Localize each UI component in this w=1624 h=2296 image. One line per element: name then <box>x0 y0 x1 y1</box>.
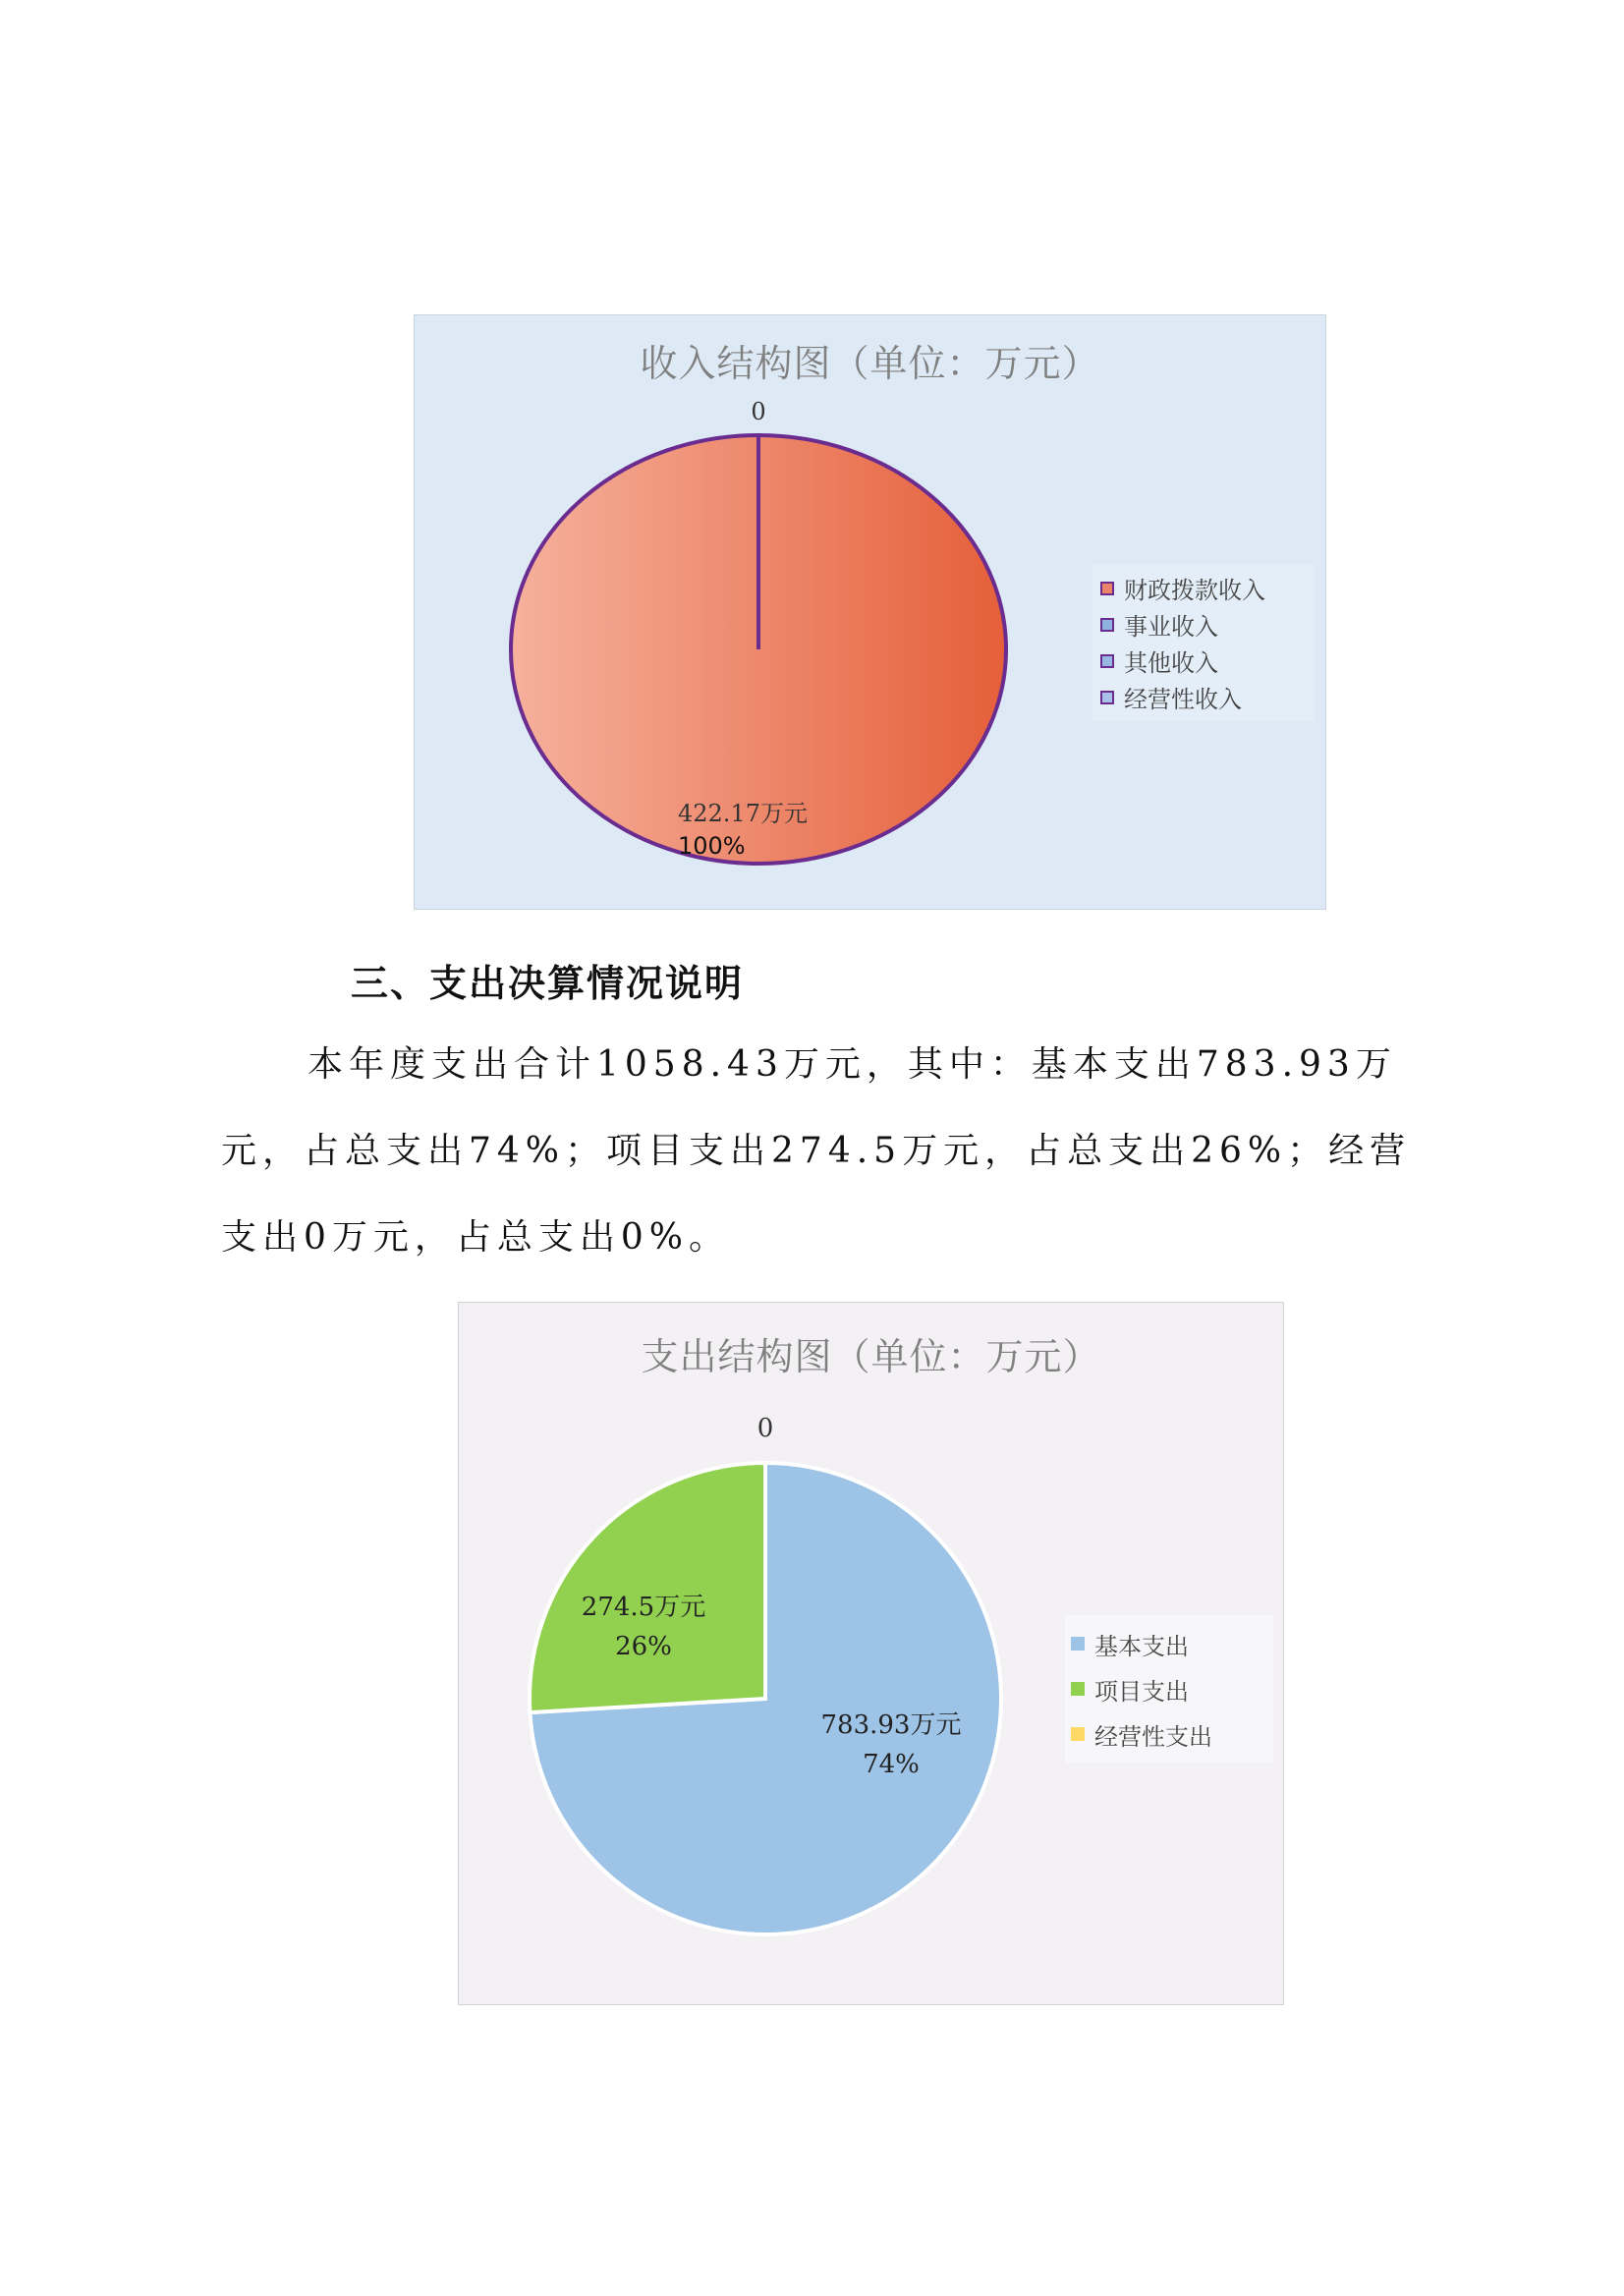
expense-zero-label: 0 <box>756 1414 774 1443</box>
income-value-label: 422.17万元 <box>678 800 808 827</box>
income-legend-label: 其他收入 <box>1124 649 1218 677</box>
income-zero-label: 0 <box>751 398 766 425</box>
income-legend-item <box>1100 643 1307 679</box>
income-legend-swatch <box>1100 582 1114 595</box>
income-legend-label: 事业收入 <box>1124 613 1218 641</box>
income-legend-swatch <box>1100 654 1114 668</box>
expense-legend-item <box>1071 1621 1267 1666</box>
income-pct-label: 100% <box>678 832 746 860</box>
income-legend-item <box>1100 570 1307 606</box>
basic-pct-label: 74% <box>863 1750 920 1779</box>
expense-legend-label: 经营性支出 <box>1094 1722 1212 1751</box>
income-legend-label: 经营性收入 <box>1124 686 1242 713</box>
expense-legend <box>1065 1615 1273 1763</box>
project-pct-label: 26% <box>615 1632 672 1661</box>
expense-legend-swatch <box>1071 1727 1085 1741</box>
expense-legend-label: 基本支出 <box>1094 1632 1189 1660</box>
income-legend-swatch <box>1100 618 1114 632</box>
section-heading: 三、支出决算情况说明 <box>351 962 745 1005</box>
income-chart-title: 收入结构图（单位：万元） <box>640 342 1100 385</box>
expense-legend-swatch <box>1071 1682 1085 1696</box>
income-legend-item <box>1100 679 1307 715</box>
basic-value-label: 783.93万元 <box>820 1710 962 1740</box>
income-legend <box>1092 564 1315 721</box>
expense-chart <box>458 1302 1284 2005</box>
expense-legend-swatch <box>1071 1637 1085 1651</box>
income-legend-swatch <box>1100 691 1114 704</box>
expense-chart-title: 支出结构图（单位：万元） <box>641 1335 1101 1378</box>
project-value-label: 274.5万元 <box>581 1593 706 1622</box>
section-paragraph <box>221 1022 1439 1281</box>
expense-legend-item <box>1071 1666 1267 1711</box>
income-chart <box>414 314 1326 910</box>
income-legend-label: 财政拨款收入 <box>1124 577 1265 604</box>
income-legend-item <box>1100 606 1307 643</box>
expense-legend-item <box>1071 1711 1267 1757</box>
paragraph-text: 本年度支出合计1058.43万元，其中：基本支出783.93万元，占总支出74%；项目支出274.5万元，占总支出26%；经营支出0万元，占总支出0%。 <box>221 1044 1412 1258</box>
expense-pie-slice <box>530 1463 765 1712</box>
expense-legend-label: 项目支出 <box>1094 1677 1189 1706</box>
